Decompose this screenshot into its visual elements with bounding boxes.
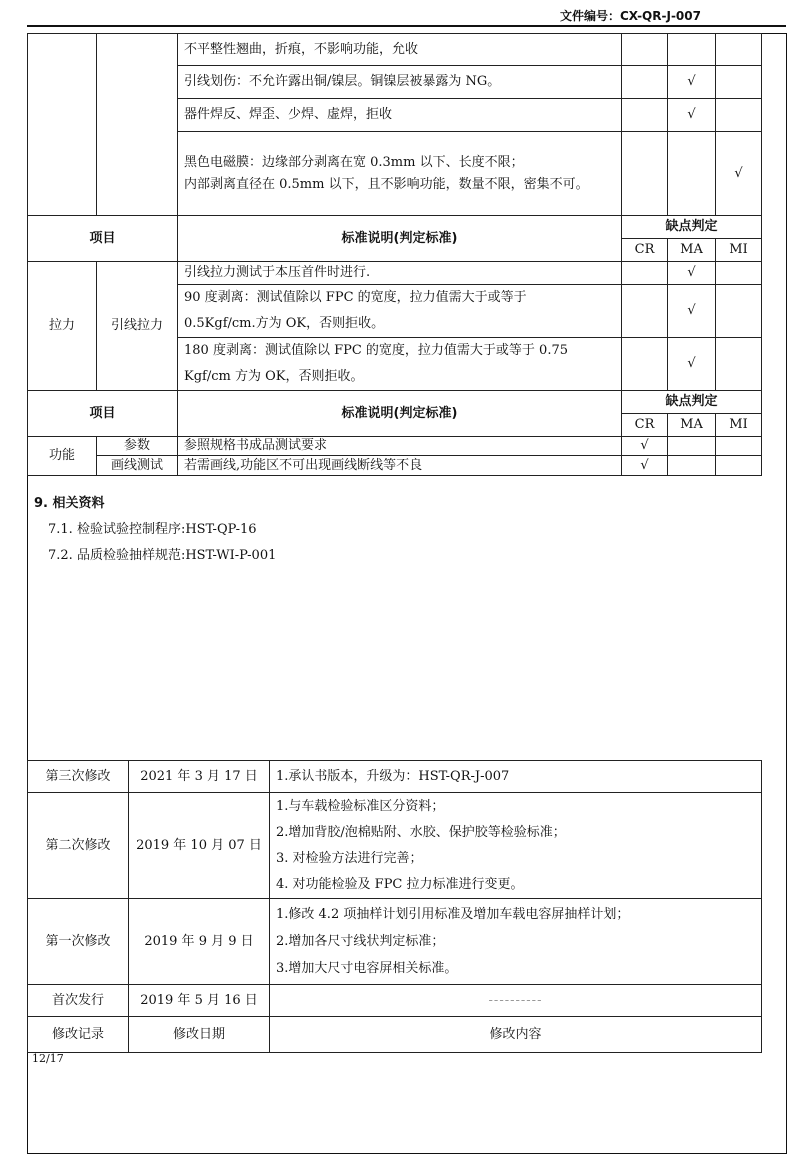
mi-mark bbox=[716, 285, 762, 338]
blank-sub-cell bbox=[97, 34, 178, 216]
revision-date: 2021 年 3 月 17 日 bbox=[129, 761, 270, 793]
standard-text: 引线拉力测试于本压首件时进行. bbox=[178, 262, 622, 285]
blank-group-cell bbox=[28, 34, 97, 216]
revision-row bbox=[28, 899, 762, 985]
revision-label: 首次发行 bbox=[28, 985, 129, 1017]
ma-mark bbox=[668, 437, 716, 456]
ma-mark bbox=[668, 34, 716, 66]
cr-mark bbox=[622, 338, 668, 391]
mi-mark bbox=[716, 99, 762, 132]
reference-item: 7.1. 检验试验控制程序:HST-QP-16 bbox=[48, 522, 257, 537]
revision-line: 2.增加背胶/泡棉贴附、水胶、保护胶等检验标准； bbox=[276, 824, 566, 840]
cr-header: CR bbox=[622, 414, 668, 437]
table-row bbox=[28, 456, 762, 476]
cr-mark bbox=[622, 99, 668, 132]
pull-group-label: 拉力 bbox=[28, 262, 97, 391]
function-sub-label: 画线测试 bbox=[97, 456, 178, 476]
ma-mark: √ bbox=[668, 262, 716, 285]
revision-content bbox=[270, 985, 762, 1017]
mi-mark bbox=[716, 34, 762, 66]
revision-row bbox=[28, 985, 762, 1017]
defect-header: 缺点判定 bbox=[622, 216, 762, 239]
revision-line: 3. 对检验方法进行完善； bbox=[276, 850, 423, 866]
standard-line: 内部剥离直径在 0.5mm 以下，且不影响功能，数量不限，密集不可。 bbox=[184, 176, 589, 192]
revision-label: 第一次修改 bbox=[28, 899, 129, 985]
pull-sub-label: 引线拉力 bbox=[97, 262, 178, 391]
standard-text: 不平整性翘曲，折痕，不影响功能，允收 bbox=[178, 34, 622, 66]
revision-date: 2019 年 10 月 07 日 bbox=[129, 793, 270, 899]
ma-mark: √ bbox=[668, 99, 716, 132]
standard-text: 器件焊反、焊歪、少焊、虚焊，拒收 bbox=[178, 99, 622, 132]
revision-line: 4. 对功能检验及 FPC 拉力标准进行变更。 bbox=[276, 876, 524, 892]
standard-line: 黑色电磁膜：边缘部分剥离在宽 0.3mm 以下、长度不限； bbox=[184, 154, 524, 170]
standard-text bbox=[178, 132, 622, 216]
revision-content bbox=[270, 761, 762, 793]
ma-mark: √ bbox=[668, 66, 716, 99]
revision-content bbox=[270, 793, 762, 899]
document-number: 文件编号：CX-QR-J-007 bbox=[560, 9, 701, 23]
standard-text: 参照规格书成品测试要求 bbox=[178, 437, 622, 456]
cr-mark: √ bbox=[622, 437, 668, 456]
revision-line: 1.与车载检验标准区分资料； bbox=[276, 798, 445, 814]
standard-line: Kgf/cm 方为 OK，否则拒收。 bbox=[184, 369, 364, 384]
header-rule bbox=[27, 25, 786, 27]
ma-mark bbox=[668, 132, 716, 216]
revision-footer-content: 修改内容 bbox=[270, 1017, 762, 1053]
revision-footer-row bbox=[28, 1017, 762, 1053]
table-header-row bbox=[28, 391, 762, 414]
revision-date: 2019 年 9 月 9 日 bbox=[129, 899, 270, 985]
revision-line: 2.增加各尺寸线状判定标准； bbox=[276, 934, 445, 949]
cr-mark bbox=[622, 262, 668, 285]
revision-label: 第二次修改 bbox=[28, 793, 129, 899]
standard-text bbox=[178, 338, 622, 391]
mi-header: MI bbox=[716, 414, 762, 437]
standard-text bbox=[178, 285, 622, 338]
mi-mark bbox=[716, 437, 762, 456]
revision-row bbox=[28, 761, 762, 793]
reference-item: 7.2. 品质检验抽样规范:HST-WI-P-001 bbox=[48, 548, 277, 563]
ma-mark bbox=[668, 456, 716, 476]
revision-line: 3.增加大尺寸电容屏相关标准。 bbox=[276, 961, 458, 976]
function-sub-label: 参数 bbox=[97, 437, 178, 456]
revision-row bbox=[28, 793, 762, 899]
defect-header: 缺点判定 bbox=[622, 391, 762, 414]
revision-date: 2019 年 5 月 16 日 bbox=[129, 985, 270, 1017]
standard-line: 0.5Kgf/cm.方为 OK，否则拒收。 bbox=[184, 316, 385, 331]
revision-line: ---------- bbox=[488, 992, 543, 1008]
item-header: 项目 bbox=[28, 216, 178, 262]
cr-mark: √ bbox=[622, 456, 668, 476]
inspection-table bbox=[27, 33, 762, 476]
table-row bbox=[28, 437, 762, 456]
function-group-label: 功能 bbox=[28, 437, 97, 476]
mi-mark bbox=[716, 456, 762, 476]
revision-line: 1.承认书版本，升级为：HST-QR-J-007 bbox=[276, 768, 510, 784]
standard-line: 90 度剥离：测试值除以 FPC 的宽度，拉力值需大于或等于 bbox=[184, 290, 527, 305]
page-number: 12/17 bbox=[32, 1052, 64, 1065]
cr-mark bbox=[622, 66, 668, 99]
item-header: 项目 bbox=[28, 391, 178, 437]
revision-table bbox=[27, 760, 762, 1053]
standard-header: 标准说明(判定标准) bbox=[178, 216, 622, 262]
mi-mark: √ bbox=[716, 132, 762, 216]
standard-line: 180 度剥离：测试值除以 FPC 的宽度，拉力值需大于或等于 0.75 bbox=[184, 343, 569, 358]
ma-mark: √ bbox=[668, 338, 716, 391]
ma-mark: √ bbox=[668, 285, 716, 338]
mi-mark bbox=[716, 262, 762, 285]
ma-header: MA bbox=[668, 414, 716, 437]
cr-header: CR bbox=[622, 239, 668, 262]
table-row bbox=[28, 34, 762, 66]
cr-mark bbox=[622, 132, 668, 216]
cr-mark bbox=[622, 285, 668, 338]
revision-content bbox=[270, 899, 762, 985]
mi-mark bbox=[716, 66, 762, 99]
section-9-title: 9. 相关资料 bbox=[34, 496, 105, 511]
standard-header: 标准说明(判定标准) bbox=[178, 391, 622, 437]
revision-line: 1.修改 4.2 项抽样计划引用标准及增加车载电容屏抽样计划； bbox=[276, 907, 630, 922]
table-header-row bbox=[28, 216, 762, 239]
table-row bbox=[28, 262, 762, 285]
standard-text: 若需画线,功能区不可出现画线断线等不良 bbox=[178, 456, 622, 476]
revision-footer-date: 修改日期 bbox=[129, 1017, 270, 1053]
revision-label: 第三次修改 bbox=[28, 761, 129, 793]
standard-text: 引线划伤：不允许露出铜/镍层。铜镍层被暴露为 NG。 bbox=[178, 66, 622, 99]
mi-mark bbox=[716, 338, 762, 391]
mi-header: MI bbox=[716, 239, 762, 262]
cr-mark bbox=[622, 34, 668, 66]
revision-footer-label: 修改记录 bbox=[28, 1017, 129, 1053]
ma-header: MA bbox=[668, 239, 716, 262]
